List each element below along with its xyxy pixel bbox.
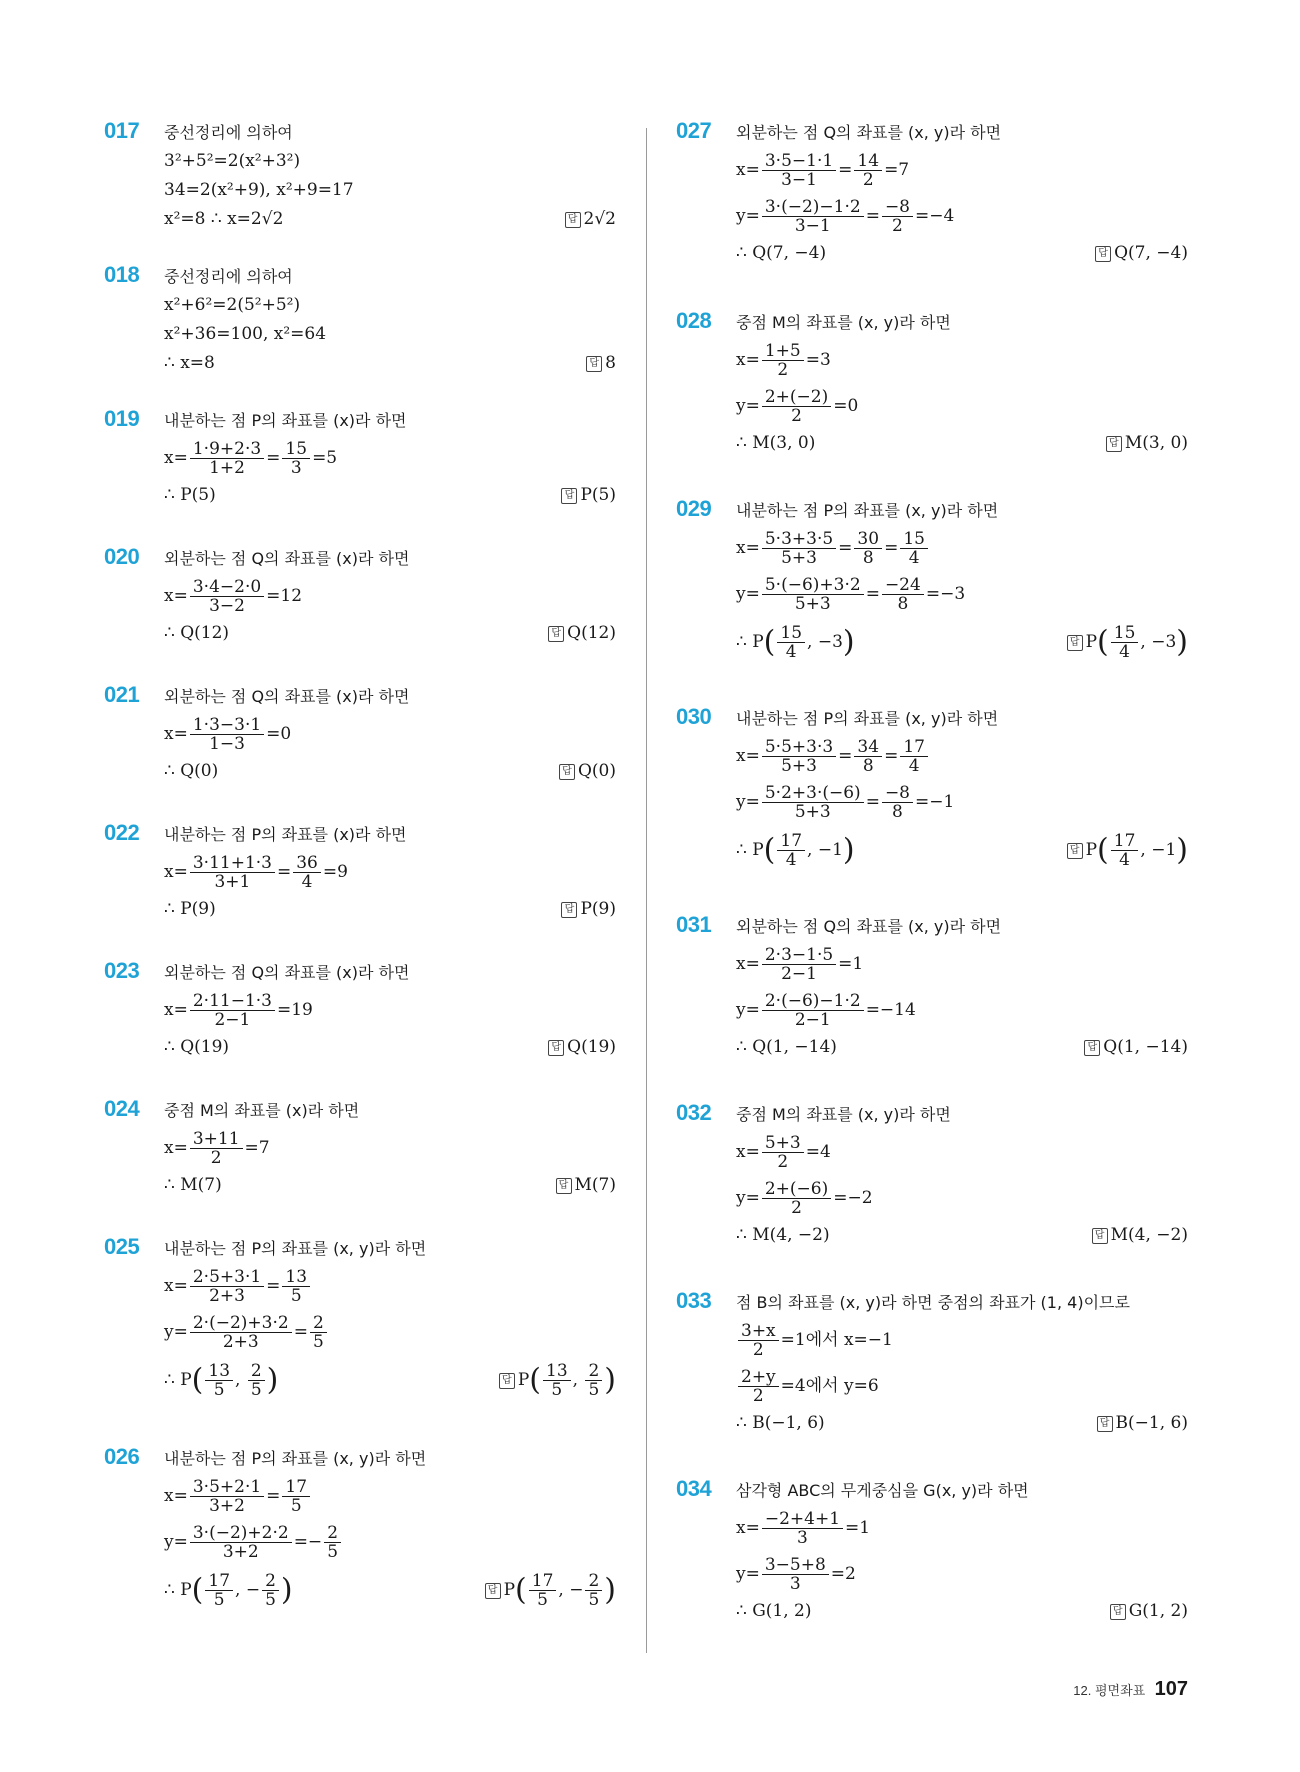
conclusion: ∴ G(1, 2) bbox=[736, 1601, 812, 1621]
equation-line: y= $\frac{2\cdot(-2)+3\cdot 2}{2+3}$ = $\frac{2}{5}$ bbox=[164, 1309, 616, 1355]
conclusion: ∴ Q(7, −4) bbox=[736, 243, 827, 263]
problem-number: 019 bbox=[104, 406, 140, 431]
answer-icon: 답 bbox=[548, 626, 564, 642]
answer bbox=[1097, 1409, 1188, 1438]
fraction: $\frac{-24}{8}$ bbox=[882, 576, 924, 613]
problem-number: 034 bbox=[676, 1476, 712, 1501]
equation-line: x= $\frac{-2+4+1}{3}$ =1 bbox=[736, 1509, 871, 1548]
fraction: $\frac{2\cdot(-2)+3\cdot 2}{2+3}$ bbox=[190, 1314, 292, 1351]
problem-intro: 내분하는 점 P의 좌표를 (x, y)라 하면 bbox=[164, 1239, 427, 1258]
problem-026 bbox=[96, 1444, 616, 1654]
equation-line: 3²+5²=2(x²+3²) bbox=[164, 151, 301, 171]
answer: 답 P( $\frac{13}{5}$ , $\frac{2}{5}$ ) bbox=[499, 1355, 616, 1406]
problem-028 bbox=[668, 308, 1188, 496]
conclusion: ∴ P(9) bbox=[164, 899, 216, 919]
fraction: $\frac{3\cdot 5+2\cdot 1}{3+2}$ bbox=[190, 1478, 264, 1515]
answer-value: Q(7, −4) bbox=[1114, 243, 1188, 263]
problem-018 bbox=[96, 262, 616, 406]
answer bbox=[1084, 1033, 1188, 1062]
problem-025 bbox=[96, 1234, 616, 1444]
fraction: $\frac{2\cdot 3-1\cdot 5}{2-1}$ bbox=[762, 946, 836, 983]
equation-line: $\frac{2+y}{2}$ =4에서 y=6 bbox=[736, 1363, 1188, 1409]
answer-icon: 답 bbox=[559, 764, 575, 780]
problem-intro: 중점 M의 좌표를 (x, y)라 하면 bbox=[736, 1105, 951, 1124]
conclusion: ∴ Q(0) bbox=[164, 761, 219, 781]
fraction: $\frac{3\cdot(-2)-1\cdot 2}{3-1}$ bbox=[762, 198, 864, 235]
problem-number: 033 bbox=[676, 1288, 712, 1313]
problem-number: 024 bbox=[104, 1096, 140, 1121]
fraction: $\frac{5\cdot 5+3\cdot 3}{5+3}$ bbox=[762, 738, 836, 775]
problem-intro: 내분하는 점 P의 좌표를 (x, y)라 하면 bbox=[736, 501, 999, 520]
fraction: $\frac{3-5+8}{3}$ bbox=[762, 1556, 829, 1593]
problem-034 bbox=[668, 1476, 1188, 1664]
equation-line: ∴ x=8 bbox=[164, 353, 215, 373]
answer-icon: 답 bbox=[561, 902, 577, 918]
equation-line: x= $\frac{5\cdot 5+3\cdot 3}{5+3}$ = $\frac{34}{8}$ = $\frac{17}{4}$ bbox=[736, 733, 1188, 779]
conclusion: ∴ M(7) bbox=[164, 1175, 222, 1195]
answer bbox=[548, 619, 616, 648]
fraction: $\frac{-8}{2}$ bbox=[882, 198, 913, 235]
answer-icon: 답 bbox=[548, 1040, 564, 1056]
problem-number: 021 bbox=[104, 682, 140, 707]
fraction: $\frac{3\cdot 4-2\cdot 0}{3-2}$ bbox=[190, 578, 264, 615]
fraction: $\frac{2\cdot 11-1\cdot 3}{2-1}$ bbox=[190, 992, 275, 1029]
fraction: $\frac{1+5}{2}$ bbox=[762, 342, 804, 379]
chapter-label: 12. 평면좌표 bbox=[1073, 1683, 1146, 1698]
problem-number: 027 bbox=[676, 118, 712, 143]
equation-line: x²+6²=2(5²+5²) bbox=[164, 295, 301, 315]
fraction: $\frac{5+3}{2}$ bbox=[762, 1134, 804, 1171]
fraction: $\frac{1\cdot 3-3\cdot 1}{1-3}$ bbox=[190, 716, 264, 753]
answer-icon: 답 bbox=[1097, 1416, 1113, 1432]
equation-line: x= $\frac{3\cdot 5+2\cdot 1}{3+2}$ = $\frac{17}{5}$ bbox=[164, 1473, 616, 1519]
problem-number: 030 bbox=[676, 704, 712, 729]
equation-line: y= $\frac{5\cdot(-6)+3\cdot 2}{5+3}$ = $\frac{-24}{8}$ =−3 bbox=[736, 575, 966, 614]
answer bbox=[586, 349, 616, 378]
fraction: $\frac{5\cdot 3+3\cdot 5}{5+3}$ bbox=[762, 530, 836, 567]
fraction: $\frac{2+y}{2}$ bbox=[738, 1368, 779, 1405]
problem-intro: 내분하는 점 P의 좌표를 (x, y)라 하면 bbox=[164, 1449, 427, 1468]
equation-line: x= $\frac{1+5}{2}$ =3 bbox=[736, 341, 831, 380]
column-divider bbox=[646, 128, 647, 1653]
fraction: $\frac{1\cdot 9+2\cdot 3}{1+2}$ bbox=[190, 440, 264, 477]
answer: 답 P( $\frac{15}{4}$ , −3) bbox=[1067, 617, 1188, 668]
fraction: $\frac{5\cdot(-6)+3\cdot 2}{5+3}$ bbox=[762, 576, 864, 613]
left-column bbox=[96, 118, 616, 1654]
right-column bbox=[668, 118, 1188, 1664]
answer-icon: 답 bbox=[1067, 635, 1083, 651]
problem-029 bbox=[668, 496, 1188, 704]
problem-intro: 내분하는 점 P의 좌표를 (x)라 하면 bbox=[164, 825, 407, 844]
equation-line: x²+36=100, x²=64 bbox=[164, 324, 327, 344]
fraction: $\frac{2}{5}$ bbox=[310, 1314, 327, 1351]
equation-line: x= $\frac{2\cdot 11-1\cdot 3}{2-1}$ =19 bbox=[164, 991, 313, 1030]
answer-icon: 답 bbox=[1084, 1040, 1100, 1056]
equation-line: x= $\frac{3\cdot 5-1\cdot 1}{3-1}$ = $\frac{14}{2}$ =7 bbox=[736, 151, 910, 190]
problem-number: 025 bbox=[104, 1234, 140, 1259]
fraction: $\frac{13}{5}$ bbox=[282, 1268, 310, 1305]
problem-number: 018 bbox=[104, 262, 140, 287]
answer-value: M(7) bbox=[574, 1175, 616, 1195]
equation-line: x= $\frac{2\cdot 5+3\cdot 1}{2+3}$ = $\frac{13}{5}$ bbox=[164, 1263, 616, 1309]
conclusion: ∴ P( $\frac{17}{5}$ , − $\frac{2}{5}$ ) bbox=[164, 1571, 293, 1610]
answer-value: Q(0) bbox=[577, 761, 616, 781]
conclusion: ∴ B(−1, 6) bbox=[736, 1413, 825, 1433]
fraction: $\frac{3+x}{2}$ bbox=[738, 1322, 779, 1359]
problem-number: 017 bbox=[104, 118, 140, 143]
answer-icon: 답 bbox=[1092, 1228, 1108, 1244]
answer bbox=[561, 481, 616, 510]
answer-value: Q(19) bbox=[567, 1037, 616, 1057]
problem-019 bbox=[96, 406, 616, 544]
problem-intro: 외분하는 점 Q의 좌표를 (x, y)라 하면 bbox=[736, 917, 1002, 936]
fraction: $\frac{15}{3}$ bbox=[282, 440, 310, 477]
conclusion: ∴ Q(19) bbox=[164, 1037, 230, 1057]
problem-number: 029 bbox=[676, 496, 712, 521]
equation-line: x= $\frac{1\cdot 9+2\cdot 3}{1+2}$ = $\frac{15}{3}$ =5 bbox=[164, 439, 338, 478]
answer-value: Q(12) bbox=[567, 623, 616, 643]
answer-value: M(4, −2) bbox=[1110, 1225, 1188, 1245]
equation-line: x= $\frac{2\cdot 3-1\cdot 5}{2-1}$ =1 bbox=[736, 945, 864, 984]
answer bbox=[565, 205, 616, 234]
fraction: $\frac{3\cdot(-2)+2\cdot 2}{3+2}$ bbox=[190, 1524, 292, 1561]
fraction: $\frac{-8}{8}$ bbox=[882, 784, 913, 821]
problem-021 bbox=[96, 682, 616, 820]
problem-intro: 중점 M의 좌표를 (x, y)라 하면 bbox=[736, 313, 951, 332]
problem-intro: 중선정리에 의하여 bbox=[164, 267, 293, 286]
answer bbox=[1095, 239, 1188, 268]
fraction: $\frac{17}{5}$ bbox=[282, 1478, 310, 1515]
problem-024 bbox=[96, 1096, 616, 1234]
problem-number: 031 bbox=[676, 912, 712, 937]
equation-line: x= $\frac{5\cdot 3+3\cdot 5}{5+3}$ = $\frac{30}{8}$ = $\frac{15}{4}$ bbox=[736, 525, 1188, 571]
problem-intro: 외분하는 점 Q의 좌표를 (x)라 하면 bbox=[164, 549, 410, 568]
answer-icon: 답 bbox=[586, 356, 602, 372]
problem-number: 020 bbox=[104, 544, 140, 569]
answer-icon: 답 bbox=[1106, 436, 1122, 452]
answer bbox=[1092, 1221, 1188, 1250]
problem-number: 028 bbox=[676, 308, 712, 333]
equation-line: x= $\frac{3+11}{2}$ =7 bbox=[164, 1129, 270, 1168]
answer-value: B(−1, 6) bbox=[1115, 1413, 1188, 1433]
conclusion: ∴ Q(12) bbox=[164, 623, 230, 643]
problem-number: 023 bbox=[104, 958, 140, 983]
problem-intro: 중선정리에 의하여 bbox=[164, 123, 293, 142]
answer-value: 8 bbox=[605, 353, 616, 373]
equation-line: 34=2(x²+9), x²+9=17 bbox=[164, 180, 354, 200]
answer: 답 P( $\frac{17}{5}$ , − $\frac{2}{5}$ ) bbox=[485, 1565, 616, 1616]
answer-icon: 답 bbox=[561, 488, 577, 504]
equation-line: y= $\frac{2\cdot(-6)-1\cdot 2}{2-1}$ =−14 bbox=[736, 991, 916, 1030]
equation-line: $\frac{3+x}{2}$ =1에서 x=−1 bbox=[736, 1317, 1188, 1363]
answer: 답 P( $\frac{17}{4}$ , −1) bbox=[1067, 825, 1188, 876]
problem-number: 032 bbox=[676, 1100, 712, 1125]
fraction: $\frac{34}{8}$ bbox=[854, 738, 882, 775]
page-number: 107 bbox=[1154, 1678, 1188, 1700]
answer bbox=[559, 757, 616, 786]
fraction: $\frac{2\cdot(-6)-1\cdot 2}{2-1}$ bbox=[762, 992, 864, 1029]
answer-value: 2√2 bbox=[583, 209, 616, 229]
conclusion: ∴ P(5) bbox=[164, 485, 216, 505]
answer-icon: 답 bbox=[1110, 1604, 1126, 1620]
equation-line: x= $\frac{3\cdot 4-2\cdot 0}{3-2}$ =12 bbox=[164, 577, 303, 616]
fraction: $\frac{2}{5}$ bbox=[324, 1524, 341, 1561]
fraction: $\frac{15}{4}$ bbox=[900, 530, 928, 567]
answer-icon: 답 bbox=[556, 1178, 572, 1194]
fraction: $\frac{3+11}{2}$ bbox=[190, 1130, 243, 1167]
fraction: $\frac{2\cdot 5+3\cdot 1}{2+3}$ bbox=[190, 1268, 264, 1305]
problem-033 bbox=[668, 1288, 1188, 1476]
fraction: $\frac{14}{2}$ bbox=[854, 152, 882, 189]
equation-line: x²=8 ∴ x=2√2 bbox=[164, 209, 284, 229]
problem-023 bbox=[96, 958, 616, 1096]
equation-line: y= $\frac{3\cdot(-2)+2\cdot 2}{3+2}$ =− $\frac{2}{5}$ bbox=[164, 1519, 616, 1565]
problem-027 bbox=[668, 118, 1188, 308]
problem-intro: 내분하는 점 P의 좌표를 (x)라 하면 bbox=[164, 411, 407, 430]
answer-icon: 답 bbox=[485, 1583, 501, 1599]
problem-intro: 외분하는 점 Q의 좌표를 (x, y)라 하면 bbox=[736, 123, 1002, 142]
conclusion: ∴ P( $\frac{13}{5}$ , $\frac{2}{5}$ ) bbox=[164, 1361, 279, 1400]
fraction: $\frac{36}{4}$ bbox=[293, 854, 321, 891]
answer bbox=[548, 1033, 616, 1062]
answer-value: M(3, 0) bbox=[1124, 433, 1188, 453]
equation-line: y= $\frac{2+(-2)}{2}$ =0 bbox=[736, 387, 859, 426]
equation-line: y= $\frac{3-5+8}{3}$ =2 bbox=[736, 1555, 856, 1594]
equation-line: x= $\frac{5+3}{2}$ =4 bbox=[736, 1133, 831, 1172]
conclusion: ∴ P( $\frac{15}{4}$ , −3) bbox=[736, 623, 855, 662]
answer bbox=[1106, 429, 1188, 458]
equation-line: y= $\frac{2+(-6)}{2}$ =−2 bbox=[736, 1179, 873, 1218]
conclusion: ∴ P( $\frac{17}{4}$ , −1) bbox=[736, 831, 855, 870]
fraction: $\frac{30}{8}$ bbox=[854, 530, 882, 567]
fraction: $\frac{17}{4}$ bbox=[900, 738, 928, 775]
conclusion: ∴ M(3, 0) bbox=[736, 433, 816, 453]
problem-030 bbox=[668, 704, 1188, 912]
problem-intro: 외분하는 점 Q의 좌표를 (x)라 하면 bbox=[164, 687, 410, 706]
problem-intro: 외분하는 점 Q의 좌표를 (x)라 하면 bbox=[164, 963, 410, 982]
answer-value: P(9) bbox=[580, 899, 616, 919]
answer-icon: 답 bbox=[1067, 843, 1083, 859]
problem-intro: 삼각형 ABC의 무게중심을 G(x, y)라 하면 bbox=[736, 1481, 1029, 1500]
fraction: $\frac{5\cdot 2+3\cdot(-6)}{5+3}$ bbox=[762, 784, 864, 821]
problem-number: 022 bbox=[104, 820, 140, 845]
problem-022 bbox=[96, 820, 616, 958]
answer bbox=[556, 1171, 617, 1200]
problem-031 bbox=[668, 912, 1188, 1100]
problem-intro: 중점 M의 좌표를 (x)라 하면 bbox=[164, 1101, 360, 1120]
answer-icon: 답 bbox=[499, 1373, 515, 1389]
conclusion: ∴ M(4, −2) bbox=[736, 1225, 830, 1245]
problem-020 bbox=[96, 544, 616, 682]
fraction: $\frac{-2+4+1}{3}$ bbox=[762, 1510, 843, 1547]
problem-017 bbox=[96, 118, 616, 262]
answer-value: G(1, 2) bbox=[1128, 1601, 1188, 1621]
answer-value: Q(1, −14) bbox=[1103, 1037, 1188, 1057]
answer bbox=[561, 895, 616, 924]
fraction: $\frac{2+(-2)}{2}$ bbox=[762, 388, 831, 425]
answer-icon: 답 bbox=[565, 212, 581, 228]
conclusion: ∴ Q(1, −14) bbox=[736, 1037, 837, 1057]
fraction: $\frac{2+(-6)}{2}$ bbox=[762, 1180, 831, 1217]
problem-032 bbox=[668, 1100, 1188, 1288]
fraction: $\frac{3\cdot 5-1\cdot 1}{3-1}$ bbox=[762, 152, 836, 189]
fraction: $\frac{3\cdot 11+1\cdot 3}{3+1}$ bbox=[190, 854, 275, 891]
page-footer bbox=[1073, 1678, 1188, 1701]
problem-intro: 점 B의 좌표를 (x, y)라 하면 중점의 좌표가 (1, 4)이므로 bbox=[736, 1293, 1130, 1312]
answer-icon: 답 bbox=[1095, 246, 1111, 262]
equation-line: x= $\frac{3\cdot 11+1\cdot 3}{3+1}$ = $\frac{36}{4}$ =9 bbox=[164, 853, 348, 892]
equation-line: x= $\frac{1\cdot 3-3\cdot 1}{1-3}$ =0 bbox=[164, 715, 292, 754]
equation-line: y= $\frac{5\cdot 2+3\cdot(-6)}{5+3}$ = $\frac{-8}{8}$ =−1 bbox=[736, 783, 955, 822]
equation-line: y= $\frac{3\cdot(-2)-1\cdot 2}{3-1}$ = $\frac{-8}{2}$ =−4 bbox=[736, 197, 955, 236]
answer bbox=[1110, 1597, 1188, 1626]
problem-number: 026 bbox=[104, 1444, 140, 1469]
problem-intro: 내분하는 점 P의 좌표를 (x, y)라 하면 bbox=[736, 709, 999, 728]
answer-value: P(5) bbox=[580, 485, 616, 505]
